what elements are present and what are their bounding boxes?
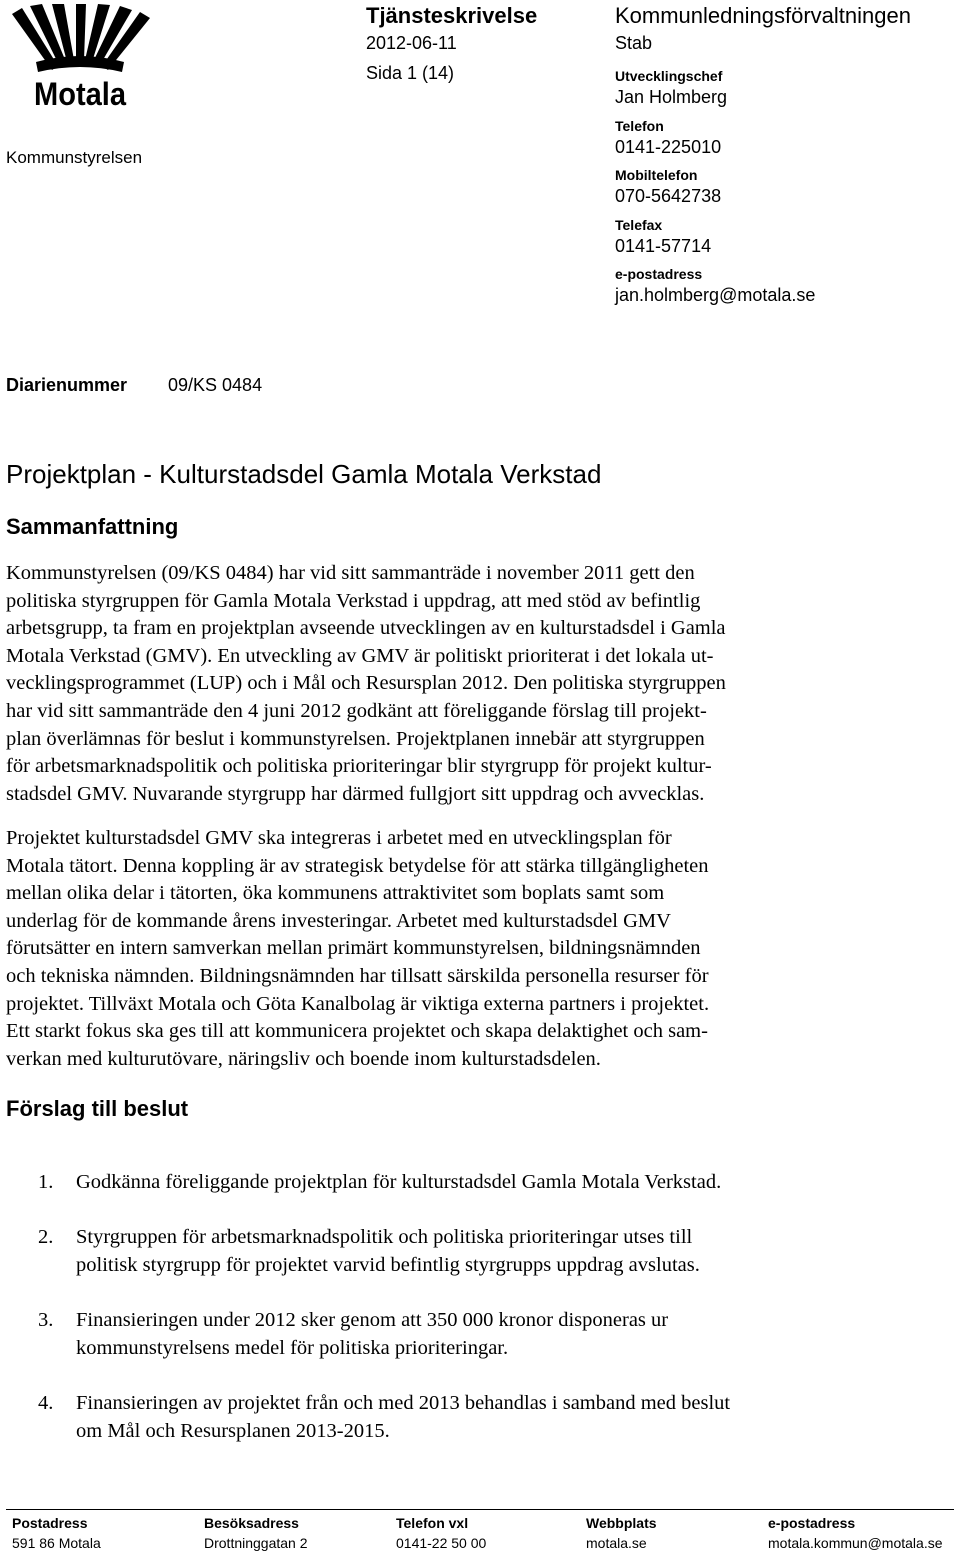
footer-value: motala.se xyxy=(586,1535,647,1551)
text-line: verkan med kulturutövare, näringsliv och boende inom kulturstadsdelen. xyxy=(6,1047,601,1070)
footer-postal-address xyxy=(12,1515,101,1551)
list-number: 1. xyxy=(38,1171,54,1193)
svg-text:Motala: Motala xyxy=(34,76,127,108)
list-number: 3. xyxy=(38,1309,54,1331)
proposal-heading: Förslag till beslut xyxy=(6,1096,189,1121)
sender-email-label: e-postadress xyxy=(615,266,703,282)
text-line: Projektet kulturstadsdel GMV ska integreras i arbetet med en utvecklingsplan för xyxy=(6,827,672,849)
diarienummer-label: Diarienummer xyxy=(6,375,128,395)
text-line: Motala Verkstad (GMV). En utveckling av GMV är politiskt prioriterat i det lokala ut- xyxy=(6,644,714,667)
footer-value: Drottninggatan 2 xyxy=(204,1535,308,1551)
list-item-text: om Mål och Resursplanen 2013-2015. xyxy=(76,1419,390,1442)
organization-name: Kommunstyrelsen xyxy=(6,148,143,167)
list-item-text: Finansieringen av projektet från och med 2013 behandlas i samband med beslut xyxy=(76,1392,731,1414)
sender-unit: Stab xyxy=(615,33,653,53)
summary-heading: Sammanfattning xyxy=(6,514,179,539)
text-line: förutsätter en intern samverkan mellan primärt kommunstyrelsen, bildningsnämnden xyxy=(6,937,701,960)
text-line: för arbetsmarknadspolitik och politiska prioriteringar blir styrgrupp för projekt kultur- xyxy=(6,755,712,778)
text-line: vecklingsprogrammet (LUP) och i Mål och Resursplan 2012. Den politiska styrgruppen xyxy=(6,672,726,695)
list-item-text: kommunstyrelsens medel för politiska prioriteringar. xyxy=(76,1336,509,1359)
footer-heading: Besöksadress xyxy=(204,1515,299,1531)
sender-mobile: 070-5642738 xyxy=(615,186,722,206)
footer-heading: Postadress xyxy=(12,1515,88,1531)
footer-heading: e-postadress xyxy=(768,1515,856,1531)
list-item-text: Finansieringen under 2012 sker genom att 350 000 kronor disponeras ur xyxy=(76,1309,669,1331)
footer-heading: Webbplats xyxy=(586,1515,657,1531)
sender-fax: 0141-57714 xyxy=(615,236,712,256)
text-line: politiska styrgruppen för Gamla Motala Verkstad i uppdrag, att med stöd av befintlig xyxy=(6,589,701,612)
text-line: har vid sitt sammanträde den 4 juni 2012 godkänt att föreliggande förslag till projekt- xyxy=(6,699,707,722)
text-line: Ett starkt fokus ska ges till att kommunicera projektet och skapa delaktighet och sam- xyxy=(6,1020,708,1043)
text-line: arbetsgrupp, ta fram en projektplan avseende utvecklingen av en kulturstadsdel i Gamla xyxy=(6,617,726,640)
motala-logo xyxy=(6,4,154,108)
document-type: Tjänsteskrivelse xyxy=(366,3,538,28)
footer-visiting-address xyxy=(204,1515,308,1551)
text-line: Kommunstyrelsen (09/KS 0484) har vid sitt sammanträde i november 2011 gett den xyxy=(6,562,695,584)
text-line: mellan olika delar i tätorten, öka kommunens attraktivitet som boplats samt som xyxy=(6,882,665,905)
sender-fax-label: Telefax xyxy=(615,217,663,233)
footer-email xyxy=(768,1515,943,1551)
footer-heading: Telefon vxl xyxy=(396,1515,469,1531)
summary-paragraph-1 xyxy=(6,560,951,808)
text-line: projektet. Tillväxt Motala och Göta Kanalbolag är viktiga externa partners i projektet. xyxy=(6,992,710,1015)
footer-value: 0141-22 50 00 xyxy=(396,1535,487,1551)
text-line: plan överlämnas för beslut i kommunstyrelsen. Projektplanen innebär att styrgruppen xyxy=(6,727,705,750)
document-date: 2012-06-11 xyxy=(366,33,457,53)
list-number: 4. xyxy=(38,1392,54,1414)
sender-department: Kommunledningsförvaltningen xyxy=(615,3,911,28)
text-line: Motala tätort. Denna koppling är av strategisk betydelse för att stärka tillgängligheten xyxy=(6,854,709,877)
sender-name: Jan Holmberg xyxy=(615,87,728,107)
motala-crown-logo-icon xyxy=(6,4,154,108)
list-item-text: Styrgruppen för arbetsmarknadspolitik och politiska prioriteringar utses till xyxy=(76,1226,693,1248)
footer-website xyxy=(586,1515,657,1551)
footer-divider xyxy=(6,1509,954,1510)
sender-title-label: Utvecklingschef xyxy=(615,68,723,84)
footer-phone xyxy=(396,1515,486,1551)
summary-paragraph-2 xyxy=(6,825,951,1073)
footer-value: 591 86 Motala xyxy=(12,1535,101,1551)
diarienummer-value: 09/KS 0484 xyxy=(168,375,263,395)
text-line: underlag för de kommande årens investeringar. Arbetet med kulturstadsdel GMV xyxy=(6,909,671,932)
text-line: och tekniska nämnden. Bildningsnämnden har tillsatt särskilda personella resurser för xyxy=(6,964,709,987)
sender-email: jan.holmberg@motala.se xyxy=(615,285,816,305)
sender-phone-label: Telefon xyxy=(615,118,664,134)
list-number: 2. xyxy=(38,1226,54,1248)
text-line: stadsdel GMV. Nuvarande styrgrupp har därmed fullgjort sitt uppdrag och avvecklas. xyxy=(6,782,705,805)
sender-mobile-label: Mobiltelefon xyxy=(615,167,698,183)
list-item-text: politisk styrgrupp för projektet varvid befintlig styrgrupps uppdrag avslutas. xyxy=(76,1253,700,1276)
page-indicator: Sida 1 (14) xyxy=(366,63,455,83)
sender-phone: 0141-225010 xyxy=(615,137,722,157)
document-title: Projektplan - Kulturstadsdel Gamla Motala Verkstad xyxy=(6,459,602,489)
footer-value: motala.kommun@motala.se xyxy=(768,1535,943,1551)
list-item-text: Godkänna föreliggande projektplan för kulturstadsdel Gamla Motala Verkstad. xyxy=(76,1171,722,1193)
